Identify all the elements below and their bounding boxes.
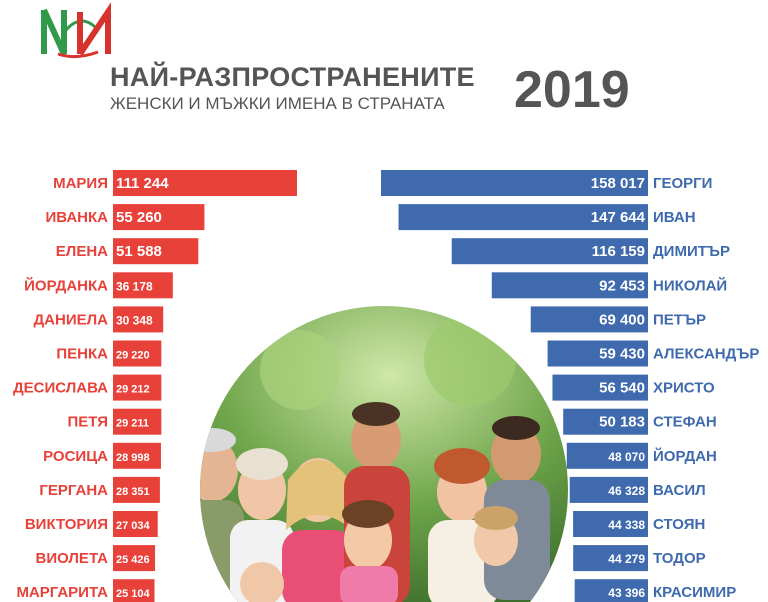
male-name-label: ГЕОРГИ [653,175,713,192]
male-value-label: 48 070 [608,449,645,464]
male-value-label: 147 644 [590,209,645,227]
female-value-label: 25 426 [116,554,150,567]
male-value-label: 46 328 [608,483,645,498]
male-value-label: 116 159 [591,243,645,261]
female-name-label: МАРГАРИТА [16,584,108,602]
female-name-label: ДАНИЕЛА [33,311,108,329]
female-value-label: 29 211 [116,417,150,430]
female-value-label: 29 220 [116,349,150,362]
male-value-label: 158 017 [590,175,645,192]
female-name-label: МАРИЯ [53,175,108,192]
female-name-label: ЙОРДАНКА [24,277,108,295]
male-name-label: ВАСИЛ [653,481,706,499]
female-name-label: РОСИЦА [43,447,108,465]
male-value-label: 50 183 [599,413,645,431]
female-value-label: 25 104 [116,588,150,601]
chart-title: НАЙ-РАЗПРОСТРАНЕНИТЕ [110,62,475,92]
female-name-label: ДЕСИСЛАВА [12,379,108,397]
female-value-label: 28 998 [116,451,150,464]
female-value-label: 29 212 [116,383,150,396]
female-value-label: 28 351 [116,485,150,498]
chart-subtitle: ЖЕНСКИ И МЪЖКИ ИМЕНА В СТРАНАТА [110,94,445,113]
male-value-label: 92 453 [599,277,645,295]
female-value-label: 55 260 [116,209,162,227]
male-name-label: ХРИСТО [653,379,715,397]
chart-year: 2019 [514,61,630,119]
male-value-label: 56 540 [599,379,645,397]
female-name-label: ВИКТОРИЯ [24,516,108,533]
male-value-label: 44 279 [608,552,645,567]
male-value-label: 59 430 [599,345,645,363]
male-name-label: ЙОРДАН [653,447,717,465]
male-names-chart [381,170,759,602]
female-name-label: ПЕТЯ [67,413,108,431]
male-name-label: ПЕТЪР [653,311,706,329]
female-name-label: ПЕНКА [56,345,108,363]
male-name-label: НИКОЛАЙ [653,277,728,295]
female-name-label: ВИОЛЕТА [35,550,108,568]
female-name-label: ИВАНКА [45,209,108,227]
male-name-label: СТЕФАН [653,413,717,431]
female-value-label: 27 034 [116,520,150,532]
female-name-label: ГЕРГАНА [39,481,108,499]
female-value-label: 111 244 [116,175,169,192]
female-name-label: ЕЛЕНА [55,243,108,261]
male-name-label: ТОДОР [653,550,706,568]
male-value-label: 43 396 [608,586,645,601]
male-name-label: ИВАН [653,209,696,227]
male-value-label: 69 400 [599,311,645,329]
male-name-label: АЛЕКСАНДЪР [653,345,760,363]
female-names-chart [13,170,297,602]
female-value-label: 30 348 [116,313,153,328]
male-name-label: ДИМИТЪР [653,243,730,261]
male-name-label: СТОЯН [653,516,706,533]
female-value-label: 51 588 [116,243,162,261]
male-name-label: КРАСИМИР [653,584,737,602]
male-value-label: 44 338 [608,518,645,532]
female-value-label: 36 178 [116,279,153,294]
